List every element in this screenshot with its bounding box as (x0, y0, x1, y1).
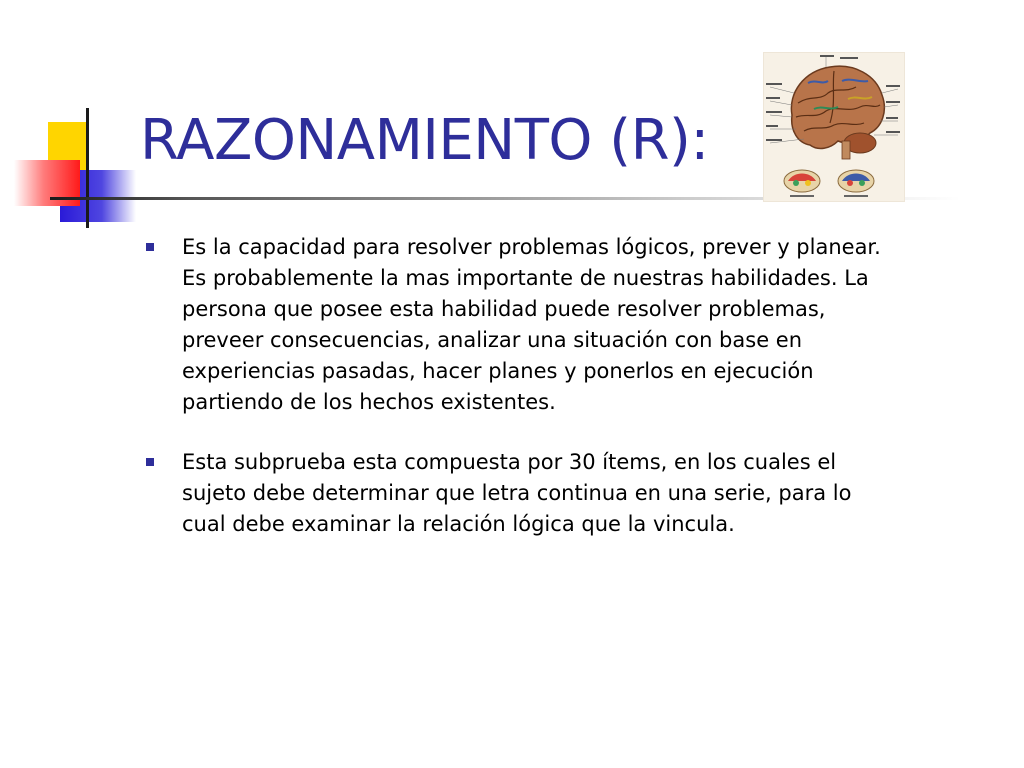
bullet-text: Es la capacidad para resolver problemas lógicos, prever y planear. Es probablemente la mas importante de nuestras habilidades. La persona que posee esta habilidad puede resolver problemas, preveer consecuencias, analizar una situación con base en experiencias pasadas, hacer planes y ponerlos en ejecución partiendo de los hechos existentes. (182, 235, 881, 414)
bullet-item (146, 447, 886, 540)
slide-body (146, 232, 886, 569)
brain-diagram-image (763, 52, 905, 202)
bullet-text: Esta subprueba esta compuesta por 30 ítems, en los cuales el sujeto debe determinar que letra continua en una serie, para lo cual debe examinar la relación lógica que la vincula. (182, 450, 852, 536)
square-bullet-icon (146, 458, 154, 466)
square-bullet-icon (146, 243, 154, 251)
slide-title: RAZONAMIENTO (R): (140, 108, 709, 173)
decor-vertical-line (86, 108, 89, 228)
bullet-item (146, 232, 886, 418)
